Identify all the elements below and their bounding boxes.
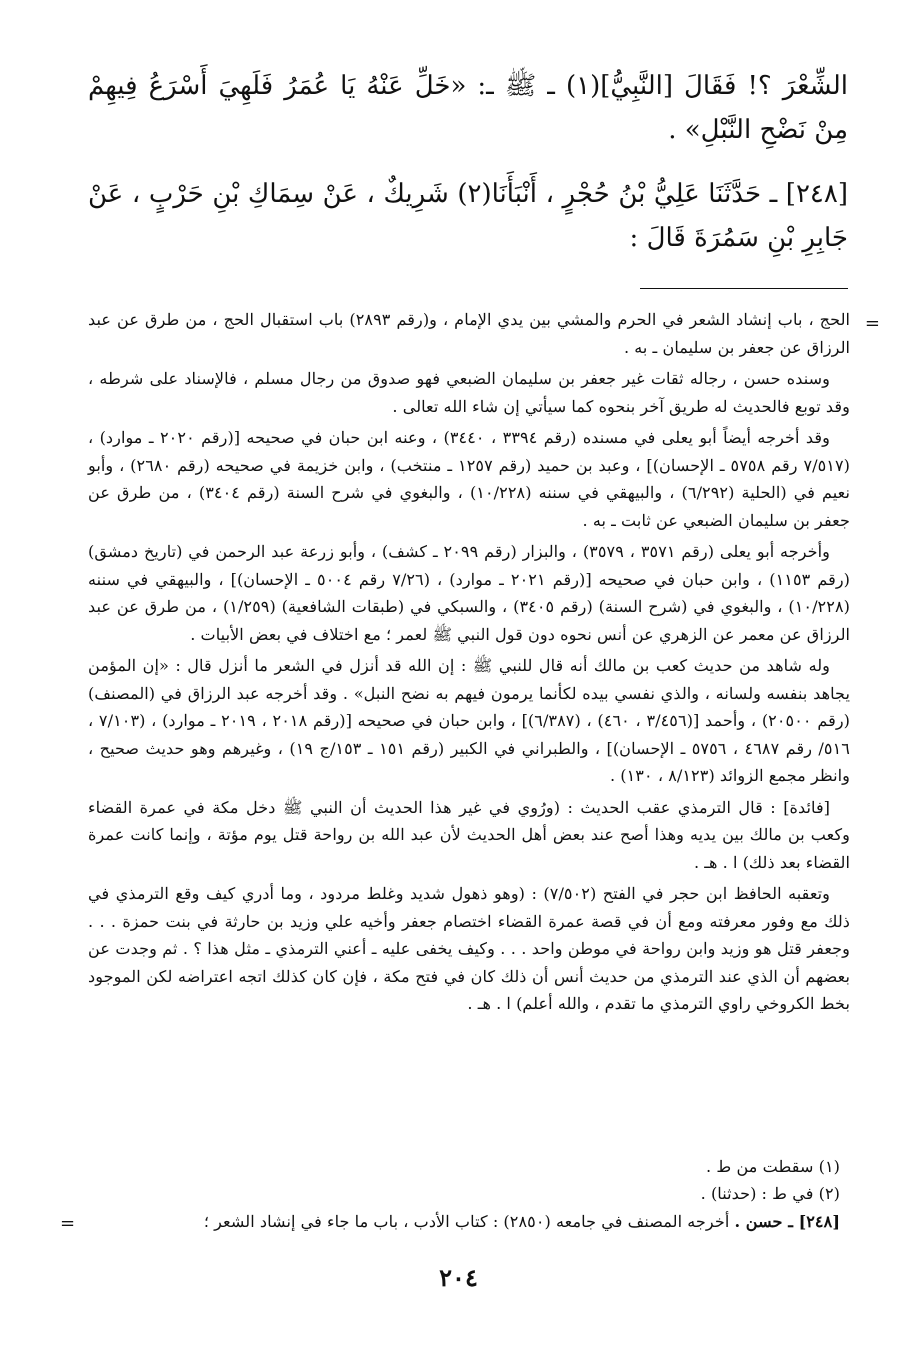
continuation-mark: = xyxy=(864,313,880,334)
note-paragraph: وقد أخرجه أيضاً أبو يعلى في مسنده (رقم ٣٣٩٤ ، ٣٤٤٠) ، وعنه ابن حبان في صحيحه [(رقم ٢٠٢٠ ـ موارد) ، (٧/٥١٧ رقم ٥٧٥٨ ـ الإحسان)] ، وعبد بن حميد (رقم ١٢٥٧ ـ منتخب) ، وابن خزيمة في صحيحه (رقم ٢٦٨٠) ، وأبو نعيم في (الحلية (٦/٢٩٢) ، والبيهقي في سننه (١٠/٢٢٨) ، والبغوي في شرح السنة (رقم ٣٤٠٤) ، من طرق عن جعفر بن سليمان الضبعي عن ثابت ـ به . xyxy=(88,428,850,530)
page-number: ٢٠٤ xyxy=(439,1263,478,1292)
hadith-text-continuation: الشِّعْرَ ؟! فَقَالَ [النَّبِيُّ](١) ـ ﷺ ـ: «خَلِّ عَنْهُ يَا عُمَرُ فَلَهِيَ أَسْرَعُ فِيهِمْ مِنْ نَضْحِ النَّبْلِ» . xyxy=(88,71,848,145)
note-paragraph: وتعقبه الحافظ ابن حجر في الفتح (٧/٥٠٢) : (وهو ذهول شديد وغلط مردود ، وما أدري كيف وقع الترمذي في ذلك مع وفور معرفته ومع أن في قصة عمرة القضاء اختصام جعفر وأخيه علي وزيد بن حارثة في بنت حمزة . . . وجعفر قتل هو وزيد وابن رواحة في موطن واحد . . . وكيف يخفى عليه ـ أعني الترمذي ـ مثل هذا ؟ . ثم وجدت عن بعضهم أن الذي عند الترمذي من حديث أنس أن ذلك كان في فتح مكة ، فإن كان كذلك اتجه اعتراضه لكن الموجود بخط الكروخي راوي الترمذي ما تقدم ، والله أعلم) ا . هـ . xyxy=(88,884,850,1013)
note-paragraph: وله شاهد من حديث كعب بن مالك أنه قال للنبي ﷺ : إن الله قد أنزل في الشعر ما أنزل قال : «إن المؤمن يجاهد بنفسه ولسانه ، والذي نفسي بيده لكأنما يرمون فيهم به نضح النبل» . وقد أخرجه عبد الرزاق في (المصنف) (رقم ٢٠٥٠٠) ، وأحمد [(٣/٤٥٦ ، ٤٦٠) ، (٦/٣٨٧)] ، وابن حبان في صحيحه [(رقم ٢٠١٨ ، ٢٠١٩ ـ موارد) ، (٧/١٠٣ ، ٥١٦/ رقم ٤٦٨٧ ، ٥٧٥٦ ـ الإحسان)] ، والطبراني في الكبير (رقم ١٥١ ـ ١٥٣/ج ١٩) ، وغيرهم وهو حديث صحيح ، وانظر مجمع الزوائد (٨/١٢٣ ، ١٣٠) . xyxy=(88,656,850,785)
footnote-248 xyxy=(88,1208,840,1236)
footnote-2: (٢) في ط : (حدثنا) . xyxy=(700,1184,840,1203)
note-paragraph: وأخرجه أبو يعلى (رقم ٣٥٧١ ، ٣٥٧٩) ، والبزار (رقم ٢٠٩٩ ـ كشف) ، وأبو زرعة عبد الرحمن في (تاريخ دمشق) (رقم ١١٥٣) ، وابن حبان في صحيحه [(رقم ٢٠٢١ ـ موارد) ، (٧/٢٦ رقم ٥٠٠٤ ـ الإحسان)] ، والبيهقي في سننه (١٠/٢٢٨) ، والبغوي في (شرح السنة) (رقم ٣٤٠٥) ، والسبكي في (طبقات الشافعية) (١/٢٥٩) ، من طرق عن عبد الرزاق عن معمر عن الزهري عن أنس نحوه دون قول النبي ﷺ لعمر ؛ مع اختلاف في بعض الأبيات . xyxy=(88,542,850,644)
note-paragraph: [فائدة] : قال الترمذي عقب الحديث : (ورُوي في غير هذا الحديث أن النبي ﷺ دخل مكة في عمرة القضاء وكعب بن مالك بين يديه وهذا أصح عند بعض أهل الحديث لأن عبد الله بن رواحة قتل يوم مؤتة ، وإنما كانت عمرة القضاء بعد ذلك) ا . هـ . xyxy=(88,797,850,872)
note-paragraph: وسنده حسن ، رجاله ثقات غير جعفر بن سليمان الضبعي فهو صدوق من رجال مسلم ، فالإسناد على شرطه ، وقد توبع فالحديث له طريق آخر بنحوه كما سيأتي إن شاء الله تعالى . xyxy=(88,369,850,416)
footnote-248-text: أخرجه المصنف في جامعه (٢٨٥٠) : كتاب الأدب ، باب ما جاء في إنشاد الشعر ؛ xyxy=(203,1212,730,1231)
continues-mark: = xyxy=(60,1213,76,1234)
footnote-1: (١) سقطت من ط . xyxy=(706,1157,840,1176)
footnote-separator xyxy=(640,288,848,289)
commentary-notes xyxy=(88,306,880,1022)
hadith-248-chain: [٢٤٨] ـ حَدَّثَنَا عَلِيُّ بْنُ حُجْرٍ ، أَنْبَأَنَا(٢) شَرِيكٌ ، عَنْ سِمَاكِ بْنِ حَرْبٍ ، عَنْ جَابِرِ بْنِ سَمُرَةَ قَالَ : xyxy=(88,179,848,253)
footnote-248-label: [٢٤٨] ـ حسن . xyxy=(734,1212,840,1231)
note-paragraph: الحج ، باب إنشاد الشعر في الحرم والمشي بين يدي الإمام ، و(رقم ٢٨٩٣) باب استقبال الحج ، من طرق عن عبد الرزاق عن جعفر بن سليمان ـ به . xyxy=(88,310,851,357)
